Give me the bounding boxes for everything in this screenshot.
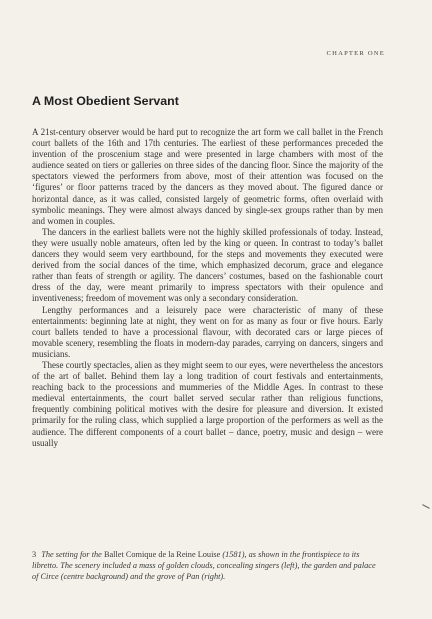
paragraph: The dancers in the earliest ballets were not the highly skilled professionals of today. Instead, they were usually noble amateurs, often led by the king or queen. In contrast to today’s ballet dancers they would seem very earthbound, for the steps and movements they executed were derived from the social dances of the time, which emphasized decorum, grace and elegance rather than feats of strength or agility. The dancers’ costumes, based on the fashionable court dress of the day, were meant primarily to impress spectators with their opulence and inventiveness; freedom of movement was only a secondary consideration. xyxy=(32,226,383,304)
figure-number: 3 xyxy=(32,550,37,559)
caption-text: (1581), as shown in the frontispiece to its libretto. The scenery included a mass of golden clouds, concealing singers (left), the garden and palace of Circe (centre background) and the grove of Pan (right). xyxy=(32,550,376,581)
running-head: CHAPTER ONE xyxy=(326,50,385,57)
caption-text: The setting for the xyxy=(41,550,102,559)
body-text xyxy=(32,127,383,449)
chapter-title: A Most Obedient Servant xyxy=(32,94,179,108)
figure-caption xyxy=(32,550,383,583)
paragraph: These courtly spectacles, alien as they might seem to our eyes, were nevertheless the ancestors of the art of ballet. Behind them lay a long tradition of court festivals and entertainments, reaching back to the processions and mummeries of the Middle Ages. In contrast to these medieval entertainments, the court ballet served secular rather than religious functions, frequently combining political motives with the desire for pleasure and diversion. It existed primarily for the ruling class, which supplied a large proportion of the performers as well as the audience. The different components of a court ballet – dance, poetry, music and design – were usually xyxy=(32,359,383,448)
paragraph: A 21st-century observer would be hard put to recognize the art form we call ballet in the French court ballets of the 16th and 17th centuries. The earliest of these performances preceded the invention of the proscenium stage and were presented in large chambers with most of the audience seated on tiers or galleries on three sides of the dancing floor. Since the majority of the spectators viewed the performers from above, most of their attention was focused on the ‘figures’ or floor patterns traced by the dancers as they moved about. The figured dance or horizontal dance, as it was called, consisted largely of geometric forms, often overlaid with symbolic meanings. They were almost always danced by single-sex groups rather than by men and women in couples. xyxy=(32,127,383,226)
caption-work-title: Ballet Comique de la Reine Louise xyxy=(103,550,221,559)
paragraph: Lengthy performances and a leisurely pace were characteristic of many of these entertainments: beginning late at night, they went on for as many as four or five hours. Early court ballets tended to have a processional flavour, with decorated cars or large pieces of movable scenery, resembling the floats in modern-day parades, carrying on dancers, singers and musicians. xyxy=(32,304,383,359)
margin-mark xyxy=(422,504,430,509)
